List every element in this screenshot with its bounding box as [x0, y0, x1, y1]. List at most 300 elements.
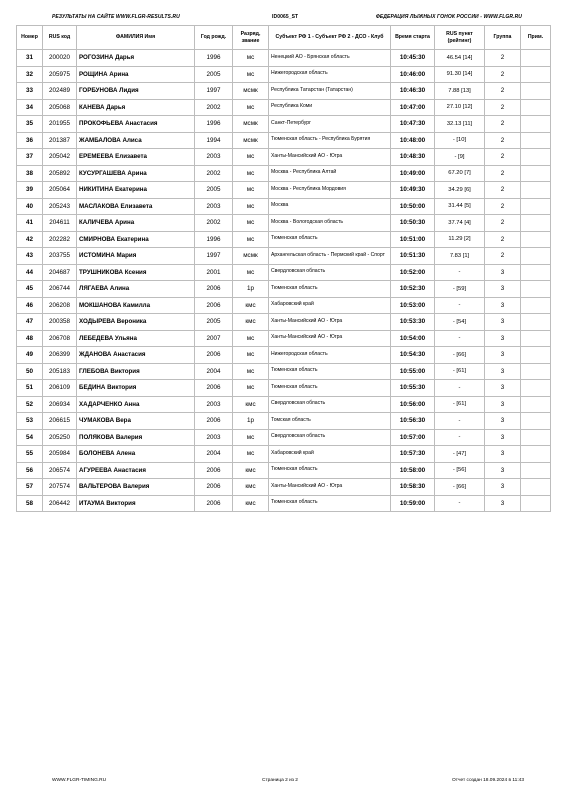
table-header-row	[17, 26, 551, 50]
table-row	[17, 182, 551, 199]
cell-rating: -	[435, 495, 485, 512]
cell-rank: 1р	[233, 413, 269, 430]
cell-rus-code: 201387	[43, 132, 77, 149]
cell-birth-year: 2006	[195, 479, 233, 496]
cell-rank: мсмк	[233, 116, 269, 133]
cell-region-club: Ханты-Мансийский АО - Югра	[269, 314, 391, 331]
cell-rus-code: 202282	[43, 231, 77, 248]
cell-number: 39	[17, 182, 43, 199]
table-row	[17, 149, 551, 166]
cell-birth-year: 1996	[195, 50, 233, 67]
col-note-header: Прим.	[521, 26, 551, 50]
cell-rank: мс	[233, 347, 269, 364]
cell-athlete-name: ВАЛЬТЕРОВА Валерия	[77, 479, 195, 496]
cell-birth-year: 2005	[195, 66, 233, 83]
cell-rank: 1р	[233, 281, 269, 298]
table-row	[17, 66, 551, 83]
cell-birth-year: 2006	[195, 297, 233, 314]
cell-note	[521, 83, 551, 100]
cell-start-time: 10:49:30	[391, 182, 435, 199]
cell-athlete-name: МОКШАНОВА Камилла	[77, 297, 195, 314]
cell-rating: - [10]	[435, 132, 485, 149]
table-row	[17, 99, 551, 116]
cell-region-club: Ханты-Мансийский АО - Югра	[269, 330, 391, 347]
cell-rus-code: 204611	[43, 215, 77, 232]
cell-athlete-name: ГОРБУНОВА Лидия	[77, 83, 195, 100]
cell-rating: - [66]	[435, 347, 485, 364]
cell-region-club: Томская область	[269, 413, 391, 430]
cell-rating: - [56]	[435, 462, 485, 479]
cell-number: 53	[17, 413, 43, 430]
cell-note	[521, 495, 551, 512]
cell-athlete-name: ИТАУМА Виктория	[77, 495, 195, 512]
cell-athlete-name: БОЛОНЕВА Алена	[77, 446, 195, 463]
cell-group: 3	[485, 347, 521, 364]
cell-start-time: 10:48:30	[391, 149, 435, 166]
cell-birth-year: 2006	[195, 495, 233, 512]
col-name-header: ФАМИЛИЯ Имя	[77, 26, 195, 50]
cell-rating: - [54]	[435, 314, 485, 331]
cell-region-club: Ненецкий АО - Брянская область	[269, 50, 391, 67]
cell-number: 43	[17, 248, 43, 265]
cell-number: 46	[17, 297, 43, 314]
cell-start-time: 10:53:30	[391, 314, 435, 331]
cell-note	[521, 429, 551, 446]
cell-number: 45	[17, 281, 43, 298]
cell-note	[521, 248, 551, 265]
cell-start-time: 10:55:30	[391, 380, 435, 397]
cell-start-time: 10:50:00	[391, 198, 435, 215]
cell-region-club: Тюменская область	[269, 363, 391, 380]
cell-rus-code: 206574	[43, 462, 77, 479]
cell-region-club: Свердловская область	[269, 264, 391, 281]
cell-number: 50	[17, 363, 43, 380]
cell-birth-year: 2005	[195, 182, 233, 199]
cell-region-club: Тюменская область	[269, 281, 391, 298]
cell-note	[521, 198, 551, 215]
cell-rus-code: 205183	[43, 363, 77, 380]
cell-group: 3	[485, 462, 521, 479]
cell-number: 34	[17, 99, 43, 116]
cell-rus-code: 204687	[43, 264, 77, 281]
cell-rating: 7.83 [1]	[435, 248, 485, 265]
cell-number: 54	[17, 429, 43, 446]
cell-athlete-name: НИКИТИНА Екатерина	[77, 182, 195, 199]
cell-group: 3	[485, 330, 521, 347]
cell-birth-year: 2006	[195, 462, 233, 479]
cell-group: 3	[485, 479, 521, 496]
cell-start-time: 10:58:30	[391, 479, 435, 496]
cell-group: 2	[485, 198, 521, 215]
cell-region-club: Ханты-Мансийский АО - Югра	[269, 149, 391, 166]
cell-rating: 67.20 [7]	[435, 165, 485, 182]
table-row	[17, 380, 551, 397]
cell-rus-code: 206442	[43, 495, 77, 512]
cell-region-club: Москва - Республика Мордовия	[269, 182, 391, 199]
cell-athlete-name: ПОЛЯКОВА Валерия	[77, 429, 195, 446]
table-body	[17, 50, 551, 512]
cell-group: 3	[485, 429, 521, 446]
cell-athlete-name: РОЩИНА Арина	[77, 66, 195, 83]
cell-number: 31	[17, 50, 43, 67]
cell-birth-year: 2003	[195, 429, 233, 446]
cell-number: 47	[17, 314, 43, 331]
cell-birth-year: 1996	[195, 231, 233, 248]
cell-note	[521, 413, 551, 430]
cell-group: 3	[485, 396, 521, 413]
cell-start-time: 10:58:00	[391, 462, 435, 479]
col-rating-header: RUS пункт (рейтинг)	[435, 26, 485, 50]
cell-athlete-name: СМИРНОВА Екатерина	[77, 231, 195, 248]
cell-start-time: 10:51:00	[391, 231, 435, 248]
cell-start-time: 10:52:30	[391, 281, 435, 298]
cell-number: 33	[17, 83, 43, 100]
table-row	[17, 330, 551, 347]
table-row	[17, 231, 551, 248]
cell-athlete-name: ГЛЕБОВА Виктория	[77, 363, 195, 380]
cell-rank: кмс	[233, 314, 269, 331]
cell-number: 38	[17, 165, 43, 182]
cell-note	[521, 132, 551, 149]
cell-rank: мс	[233, 231, 269, 248]
table-row	[17, 479, 551, 496]
cell-rating: 11.29 [2]	[435, 231, 485, 248]
cell-rus-code: 207574	[43, 479, 77, 496]
cell-note	[521, 50, 551, 67]
cell-number: 36	[17, 132, 43, 149]
cell-region-club: Тюменская область	[269, 380, 391, 397]
cell-rank: мс	[233, 380, 269, 397]
cell-start-time: 10:47:30	[391, 116, 435, 133]
cell-number: 52	[17, 396, 43, 413]
cell-number: 58	[17, 495, 43, 512]
cell-rank: мс	[233, 363, 269, 380]
cell-birth-year: 1997	[195, 83, 233, 100]
col-region-header: Субъект РФ 1 - Субъект РФ 2 - ДСО - Клуб	[269, 26, 391, 50]
cell-rank: мс	[233, 182, 269, 199]
cell-birth-year: 2003	[195, 149, 233, 166]
cell-athlete-name: ЖДАНОВА Анастасия	[77, 347, 195, 364]
table-row	[17, 462, 551, 479]
table-row	[17, 314, 551, 331]
cell-group: 2	[485, 66, 521, 83]
cell-group: 3	[485, 413, 521, 430]
cell-region-club: Тюменская область	[269, 231, 391, 248]
cell-rank: мс	[233, 215, 269, 232]
table-row	[17, 446, 551, 463]
cell-region-club: Тюменская область	[269, 495, 391, 512]
cell-start-time: 10:48:00	[391, 132, 435, 149]
cell-rating: 37.74 [4]	[435, 215, 485, 232]
cell-rating: 34.29 [6]	[435, 182, 485, 199]
cell-rus-code: 206208	[43, 297, 77, 314]
cell-start-time: 10:52:00	[391, 264, 435, 281]
cell-rus-code: 203755	[43, 248, 77, 265]
cell-note	[521, 363, 551, 380]
cell-note	[521, 116, 551, 133]
col-birth-year-header: Год рожд.	[195, 26, 233, 50]
table-row	[17, 248, 551, 265]
cell-birth-year: 2002	[195, 99, 233, 116]
footer-report-date: Отчет создан 18.09.2024 в 11:43	[452, 778, 524, 783]
table-row	[17, 363, 551, 380]
cell-region-club: Москва - Вологодская область	[269, 215, 391, 232]
cell-number: 32	[17, 66, 43, 83]
cell-rank: кмс	[233, 297, 269, 314]
table-row	[17, 50, 551, 67]
cell-rus-code: 205243	[43, 198, 77, 215]
cell-rating: -	[435, 297, 485, 314]
cell-athlete-name: МАСЛАКОВА Елизавета	[77, 198, 195, 215]
cell-group: 3	[485, 297, 521, 314]
cell-region-club: Нижегородская область	[269, 347, 391, 364]
cell-birth-year: 2003	[195, 198, 233, 215]
cell-rus-code: 206744	[43, 281, 77, 298]
col-rank-header: Разряд, звание	[233, 26, 269, 50]
cell-start-time: 10:53:00	[391, 297, 435, 314]
cell-birth-year: 2007	[195, 330, 233, 347]
cell-number: 42	[17, 231, 43, 248]
cell-rank: кмс	[233, 495, 269, 512]
cell-rus-code: 205064	[43, 182, 77, 199]
cell-group: 2	[485, 132, 521, 149]
table-row	[17, 297, 551, 314]
cell-rank: кмс	[233, 396, 269, 413]
cell-region-club: Ханты-Мансийский АО - Югра	[269, 479, 391, 496]
cell-number: 56	[17, 462, 43, 479]
cell-birth-year: 2002	[195, 165, 233, 182]
cell-note	[521, 182, 551, 199]
cell-start-time: 10:51:30	[391, 248, 435, 265]
cell-start-time: 10:54:30	[391, 347, 435, 364]
cell-note	[521, 314, 551, 331]
table-row	[17, 116, 551, 133]
cell-rus-code: 205250	[43, 429, 77, 446]
header-federation: ФЕДЕРАЦИЯ ЛЫЖНЫХ ГОНОК РОССИИ - WWW.FLGR.RU	[375, 14, 522, 20]
cell-rating: - [9]	[435, 149, 485, 166]
cell-birth-year: 2003	[195, 396, 233, 413]
cell-rus-code: 201955	[43, 116, 77, 133]
table-row	[17, 495, 551, 512]
cell-athlete-name: КАЛИЧЕВА Арина	[77, 215, 195, 232]
cell-athlete-name: АГУРЕЕВА Анастасия	[77, 462, 195, 479]
cell-start-time: 10:47:00	[391, 99, 435, 116]
cell-birth-year: 1997	[195, 248, 233, 265]
cell-rus-code: 206934	[43, 396, 77, 413]
cell-number: 37	[17, 149, 43, 166]
cell-start-time: 10:54:00	[391, 330, 435, 347]
cell-rating: - [66]	[435, 479, 485, 496]
cell-group: 2	[485, 215, 521, 232]
cell-region-club: Санкт-Петербург	[269, 116, 391, 133]
col-number-header: Номер	[17, 26, 43, 50]
col-start-time-header: Время старта	[391, 26, 435, 50]
cell-region-club: Москва	[269, 198, 391, 215]
cell-rating: -	[435, 380, 485, 397]
cell-rus-code: 206615	[43, 413, 77, 430]
cell-athlete-name: ЛЕБЕДЕВА Ульяна	[77, 330, 195, 347]
cell-rank: мс	[233, 66, 269, 83]
cell-start-time: 10:57:00	[391, 429, 435, 446]
cell-note	[521, 165, 551, 182]
cell-note	[521, 347, 551, 364]
cell-region-club: Свердловская область	[269, 429, 391, 446]
cell-group: 3	[485, 446, 521, 463]
header-document-id: ID0065_ST	[272, 14, 299, 20]
cell-rus-code: 205068	[43, 99, 77, 116]
cell-rank: мс	[233, 50, 269, 67]
cell-rus-code: 206399	[43, 347, 77, 364]
cell-rating: - [61]	[435, 396, 485, 413]
cell-group: 3	[485, 314, 521, 331]
cell-rating: 7.88 [13]	[435, 83, 485, 100]
cell-birth-year: 2002	[195, 215, 233, 232]
cell-region-club: Хабаровский край	[269, 297, 391, 314]
cell-start-time: 10:46:30	[391, 83, 435, 100]
cell-note	[521, 479, 551, 496]
cell-note	[521, 66, 551, 83]
cell-rating: -	[435, 413, 485, 430]
cell-birth-year: 2004	[195, 363, 233, 380]
table-row	[17, 83, 551, 100]
cell-note	[521, 215, 551, 232]
cell-group: 2	[485, 50, 521, 67]
cell-region-club: Нижегородская область	[269, 66, 391, 83]
cell-note	[521, 297, 551, 314]
cell-rank: мсмк	[233, 83, 269, 100]
cell-athlete-name: ПРОКОФЬЕВА Анастасия	[77, 116, 195, 133]
cell-athlete-name: ХАДАРЧЕНКО Анна	[77, 396, 195, 413]
cell-region-club: Республика Коми	[269, 99, 391, 116]
cell-rus-code: 206109	[43, 380, 77, 397]
cell-athlete-name: ЖАМБАЛОВА Алиса	[77, 132, 195, 149]
cell-number: 48	[17, 330, 43, 347]
cell-group: 2	[485, 116, 521, 133]
cell-birth-year: 2006	[195, 380, 233, 397]
cell-rank: мс	[233, 149, 269, 166]
cell-birth-year: 2005	[195, 314, 233, 331]
cell-region-club: Хабаровский край	[269, 446, 391, 463]
table-row	[17, 429, 551, 446]
cell-region-club: Тюменская область - Республика Бурятия	[269, 132, 391, 149]
cell-athlete-name: ХОДЫРЕВА Вероника	[77, 314, 195, 331]
cell-start-time: 10:56:00	[391, 396, 435, 413]
table-row	[17, 165, 551, 182]
cell-group: 3	[485, 380, 521, 397]
cell-number: 40	[17, 198, 43, 215]
cell-birth-year: 2001	[195, 264, 233, 281]
col-group-header: Группа	[485, 26, 521, 50]
table-row	[17, 347, 551, 364]
cell-rus-code: 205892	[43, 165, 77, 182]
cell-athlete-name: ИСТОМИНА Мария	[77, 248, 195, 265]
cell-start-time: 10:45:30	[391, 50, 435, 67]
table-row	[17, 198, 551, 215]
cell-rating: 27.10 [12]	[435, 99, 485, 116]
cell-note	[521, 330, 551, 347]
cell-rank: кмс	[233, 462, 269, 479]
cell-group: 2	[485, 165, 521, 182]
cell-note	[521, 99, 551, 116]
cell-birth-year: 2006	[195, 413, 233, 430]
cell-start-time: 10:59:00	[391, 495, 435, 512]
cell-rating: 46.54 [14]	[435, 50, 485, 67]
cell-rank: мс	[233, 429, 269, 446]
cell-birth-year: 2004	[195, 446, 233, 463]
cell-athlete-name: ЧУМАКОВА Вера	[77, 413, 195, 430]
cell-group: 2	[485, 248, 521, 265]
cell-birth-year: 1996	[195, 116, 233, 133]
table-row	[17, 281, 551, 298]
cell-start-time: 10:50:30	[391, 215, 435, 232]
cell-group: 2	[485, 83, 521, 100]
cell-region-club: Тюменская область	[269, 462, 391, 479]
cell-region-club: Свердловская область	[269, 396, 391, 413]
cell-rus-code: 205042	[43, 149, 77, 166]
cell-group: 3	[485, 281, 521, 298]
header-site-link: РЕЗУЛЬТАТЫ НА САЙТЕ WWW.FLGR-RESULTS.RU	[52, 14, 180, 20]
cell-rating: - [59]	[435, 281, 485, 298]
cell-note	[521, 281, 551, 298]
cell-start-time: 10:46:00	[391, 66, 435, 83]
cell-note	[521, 446, 551, 463]
cell-athlete-name: ТРУШНИКОВА Ксения	[77, 264, 195, 281]
cell-start-time: 10:57:30	[391, 446, 435, 463]
cell-rank: мс	[233, 264, 269, 281]
cell-region-club: Архангельская область - Пермский край - Спорт	[269, 248, 391, 265]
table-row	[17, 215, 551, 232]
cell-region-club: Республика Татарстан (Татарстан)	[269, 83, 391, 100]
cell-group: 2	[485, 149, 521, 166]
cell-rating: -	[435, 330, 485, 347]
cell-athlete-name: ЕРЕМЕЕВА Елизавета	[77, 149, 195, 166]
cell-note	[521, 462, 551, 479]
cell-rank: мс	[233, 165, 269, 182]
cell-start-time: 10:55:00	[391, 363, 435, 380]
cell-athlete-name: КУСУРГАШЕВА Арина	[77, 165, 195, 182]
cell-rating: -	[435, 264, 485, 281]
cell-rank: мсмк	[233, 132, 269, 149]
cell-note	[521, 149, 551, 166]
cell-start-time: 10:56:30	[391, 413, 435, 430]
cell-note	[521, 396, 551, 413]
cell-rank: мсмк	[233, 248, 269, 265]
col-rus-code-header: RUS код	[43, 26, 77, 50]
cell-birth-year: 1994	[195, 132, 233, 149]
cell-rating: 32.13 [11]	[435, 116, 485, 133]
cell-rank: мс	[233, 198, 269, 215]
cell-number: 55	[17, 446, 43, 463]
cell-rus-code: 206708	[43, 330, 77, 347]
table-row	[17, 132, 551, 149]
cell-athlete-name: ЛЯГАЕВА Алина	[77, 281, 195, 298]
cell-group: 3	[485, 363, 521, 380]
table-row	[17, 396, 551, 413]
cell-number: 57	[17, 479, 43, 496]
cell-athlete-name: РОГОЗИНА Дарья	[77, 50, 195, 67]
cell-rating: - [47]	[435, 446, 485, 463]
cell-region-club: Москва - Республика Алтай	[269, 165, 391, 182]
cell-birth-year: 2006	[195, 347, 233, 364]
cell-start-time: 10:49:00	[391, 165, 435, 182]
cell-rus-code: 200358	[43, 314, 77, 331]
cell-number: 51	[17, 380, 43, 397]
cell-rank: мс	[233, 99, 269, 116]
cell-rating: -	[435, 429, 485, 446]
cell-rank: мс	[233, 330, 269, 347]
cell-rating: 31.44 [5]	[435, 198, 485, 215]
cell-rus-code: 205975	[43, 66, 77, 83]
